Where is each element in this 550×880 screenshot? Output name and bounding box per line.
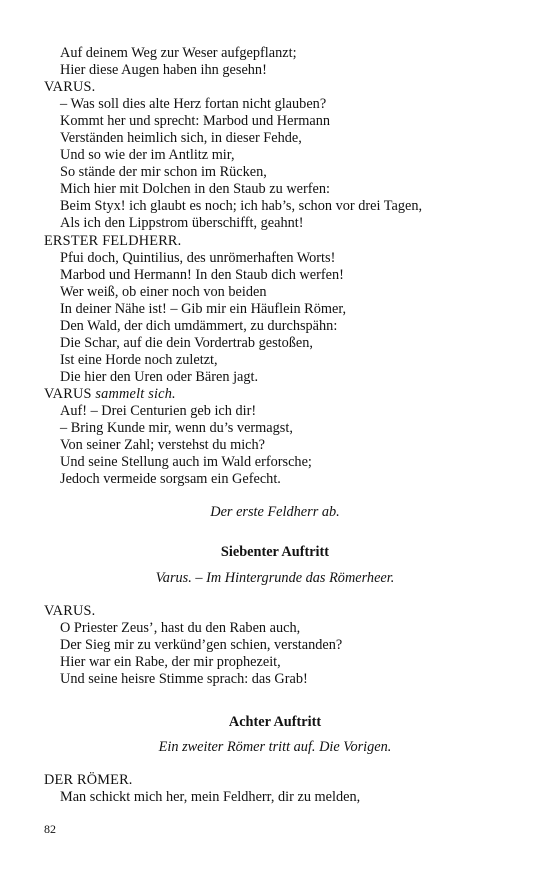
verse-line: Und seine Stellung auch im Wald erforsche; — [60, 454, 312, 471]
verse-line: Hier war ein Rabe, der mir prophezeit, — [60, 654, 281, 671]
verse-block-3 — [44, 772, 514, 806]
verse-line: Man schickt mich her, mein Feldherr, dir zu melden, — [60, 789, 361, 806]
verse-line: Der Sieg mir zu verkünd’gen schien, verstanden? — [60, 637, 343, 654]
verse-line: Auf! – Drei Centurien geb ich dir! — [60, 402, 257, 419]
verse-line: Die Schar, auf die dein Vordertrab gestoßen, — [60, 334, 313, 351]
verse-line: Auf deinem Weg zur Weser aufgepflanzt; — [60, 45, 297, 61]
page-number: 82 — [44, 822, 56, 836]
verse-line: Pfui doch, Quintilius, des unrömerhaften Worts! — [60, 249, 336, 266]
verse-line: Beim Styx! ich glaubt es noch; ich hab’s, schon vor drei Tagen, — [60, 198, 423, 215]
speaker-name: DER RÖMER. — [44, 772, 133, 788]
verse-line: Hier diese Augen haben ihn gesehn! — [60, 62, 267, 79]
scene-heading-8: Achter Auftritt — [228, 714, 322, 730]
verse-block-1 — [44, 45, 514, 488]
verse-line: Und seine heisre Stimme sprach: das Grab! — [60, 671, 308, 688]
scene-heading-7: Siebenter Auftritt — [220, 544, 330, 560]
verse-line: In deiner Nähe ist! – Gib mir ein Häuflein Römer, — [60, 300, 347, 317]
verse-line: Kommt her und sprecht: Marbod und Hermann — [60, 113, 330, 130]
verse-block-2 — [44, 603, 514, 688]
speaker-name: VARUS. — [44, 603, 96, 619]
verse-line: Ist eine Horde noch zuletzt, — [60, 351, 218, 368]
verse-line: O Priester Zeus’, hast du den Raben auch, — [60, 620, 301, 637]
verse-line: Mich hier mit Dolchen in den Staub zu werfen: — [60, 181, 330, 198]
speaker-name: VARUS — [44, 385, 92, 402]
verse-line: Die hier den Uren oder Bären jagt. — [60, 368, 259, 385]
verse-line: Und so wie der im Antlitz mir, — [60, 147, 235, 164]
verse-line: Von seiner Zahl; verstehst du mich? — [60, 437, 266, 454]
speaker-name: ERSTER FELDHERR. — [44, 232, 182, 249]
verse-line: Verständen heimlich sich, in dieser Fehde, — [60, 130, 302, 147]
scene-direction-8: Ein zweiter Römer tritt auf. Die Vorigen. — [158, 739, 392, 755]
verse-line: Marbod und Hermann! In den Staub dich werfen! — [60, 266, 344, 283]
speaker-with-direction — [44, 386, 514, 403]
speaker-name: VARUS. — [44, 79, 96, 96]
verse-line: Als ich den Lippstrom überschifft, geahnt! — [60, 215, 304, 232]
verse-line: Den Wald, der dich umdämmert, zu durchspähn: — [60, 317, 338, 334]
verse-line: Jedoch vermeide sorgsam ein Gefecht. — [60, 471, 281, 488]
verse-line: – Was soll dies alte Herz fortan nicht glauben? — [60, 96, 327, 113]
scene-direction-7: Varus. – Im Hintergrunde das Römerheer. — [155, 570, 395, 586]
verse-line: So stände der mir schon im Rücken, — [60, 164, 267, 181]
verse-line: – Bring Kunde mir, wenn du’s vermagst, — [60, 420, 293, 437]
verse-line: Wer weiß, ob einer noch von beiden — [60, 283, 267, 300]
speaker-stage-direction: sammelt sich. — [91, 385, 176, 402]
stage-direction-exit: Der erste Feldherr ab. — [210, 504, 340, 520]
